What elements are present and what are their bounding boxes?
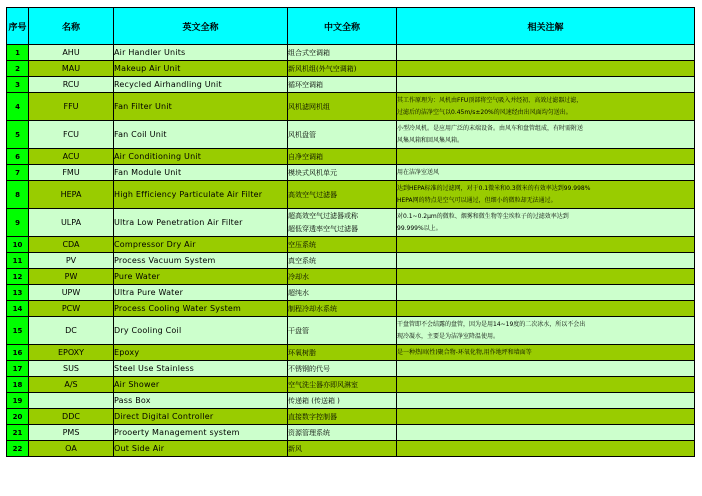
row-number: 6 [7,149,29,165]
row-chinese-name: 高效空气过滤器 [288,181,397,209]
row-chinese-name: 超纯水 [288,285,397,301]
note-line: 其工作原理为：风机由FFU顶部将空气吸入并经初、高效过滤器过滤， [397,96,583,104]
row-number: 8 [7,181,29,209]
table-row [7,165,695,181]
row-english-name: Ultra Low Penetration Air Filter [114,209,288,237]
row-english-name: Direct Digital Controller [114,409,288,425]
row-note [397,425,695,441]
table-row [7,393,695,409]
note-line: 过滤后的洁净空气以0.45m/s±20%的风速经由出风面均匀送出。 [397,108,572,116]
row-chinese-name: 风机滤网机组 [288,93,397,121]
row-note [397,121,695,149]
row-number: 21 [7,425,29,441]
row-english-name: Pure Water [114,269,288,285]
row-chinese-name: 环氧树脂 [288,345,397,361]
row-abbreviation: DDC [29,409,114,425]
row-english-name: Compressor Dry Air [114,237,288,253]
row-english-name: Steel Use Stainless [114,361,288,377]
row-english-name: Out Side Air [114,441,288,457]
row-number: 7 [7,165,29,181]
table-row [7,409,695,425]
header-num: 序号 [7,8,29,45]
row-note [397,409,695,425]
row-english-name: Process Vacuum System [114,253,288,269]
row-english-name: Makeup Air Unit [114,61,288,77]
row-note [397,237,695,253]
table-row [7,377,695,393]
row-note [397,253,695,269]
row-chinese-name: 制程冷却水系统 [288,301,397,317]
row-number: 1 [7,45,29,61]
row-abbreviation: ACU [29,149,114,165]
row-abbreviation: DC [29,317,114,345]
table-row [7,93,695,121]
header-row [7,8,695,45]
row-abbreviation: UPW [29,285,114,301]
row-chinese-name: 风机盘管 [288,121,397,149]
note-line: 风集风箱和回风集风箱。 [397,136,464,144]
row-chinese-name: 不锈钢的代号 [288,361,397,377]
table-row [7,269,695,285]
row-english-name: Fan Filter Unit [114,93,288,121]
row-note [397,149,695,165]
row-note [397,61,695,77]
row-abbreviation: FMU [29,165,114,181]
row-english-name: High Efficiency Particulate Air Filter [114,181,288,209]
row-number: 18 [7,377,29,393]
row-number: 9 [7,209,29,237]
row-abbreviation: MAU [29,61,114,77]
row-english-name: Air Shower [114,377,288,393]
row-abbreviation: PMS [29,425,114,441]
row-english-name: Air Handler Units [114,45,288,61]
row-number: 3 [7,77,29,93]
row-note [397,77,695,93]
header-name: 名称 [29,8,114,45]
row-number: 14 [7,301,29,317]
row-note [397,181,695,209]
note-line: 是一种热固(性)聚合物-环氧化物,用作地坪和墙面等 [397,348,532,356]
row-english-name: Fan Module Unit [114,165,288,181]
row-abbreviation: PW [29,269,114,285]
table-row [7,77,695,93]
row-abbreviation: SUS [29,361,114,377]
table-row [7,61,695,77]
table-row [7,345,695,361]
row-chinese-name: 新风 [288,441,397,457]
row-abbreviation [29,393,114,409]
row-abbreviation: EPOXY [29,345,114,361]
row-english-name: Recycled Airhandling Unit [114,77,288,93]
row-note [397,361,695,377]
row-number: 15 [7,317,29,345]
row-chinese-name: 空压系统 [288,237,397,253]
row-english-name: Air Conditioning Unit [114,149,288,165]
row-note [397,45,695,61]
row-chinese-name: 冷却水 [288,269,397,285]
row-english-name: Epoxy [114,345,288,361]
row-english-name: Dry Cooling Coil [114,317,288,345]
row-number: 12 [7,269,29,285]
row-chinese-name: 循环空调箱 [288,77,397,93]
row-abbreviation: FFU [29,93,114,121]
row-abbreviation: RCU [29,77,114,93]
row-number: 17 [7,361,29,377]
row-abbreviation: AHU [29,45,114,61]
note-line: 99.999%以上。 [397,224,442,232]
row-note [397,441,695,457]
row-number: 10 [7,237,29,253]
row-chinese-name: 传递箱 (传送箱 ) [288,393,397,409]
row-abbreviation: FCU [29,121,114,149]
row-note [397,317,695,345]
row-number: 16 [7,345,29,361]
row-chinese-name: 自净空调箱 [288,149,397,165]
row-english-name: Prooerty Management system [114,425,288,441]
row-number: 2 [7,61,29,77]
row-chinese-name: 超高效空气过滤器或称 超低穿透率空气过滤器 [288,209,397,237]
table-row [7,361,695,377]
note-line: HEPA网的特点是空气可以通过，但细小的微粒却无法通过。 [397,196,557,204]
row-abbreviation: HEPA [29,181,114,209]
row-abbreviation: ULPA [29,209,114,237]
row-number: 4 [7,93,29,121]
row-number: 20 [7,409,29,425]
row-number: 11 [7,253,29,269]
row-note [397,93,695,121]
table-row [7,285,695,301]
row-abbreviation: PV [29,253,114,269]
table-row [7,441,695,457]
row-chinese-name: 组合式空调箱 [288,45,397,61]
note-line: 现冷凝水，主要是为洁净室降温使用。 [397,332,500,340]
note-line: 用在洁净室送风 [397,168,440,176]
table-row [7,425,695,441]
row-english-name: Pass Box [114,393,288,409]
row-note [397,285,695,301]
header-english: 英文全称 [114,8,288,45]
row-number: 13 [7,285,29,301]
header-notes: 相关注解 [397,8,695,45]
row-chinese-name: 模块式风机单元 [288,165,397,181]
table-row [7,237,695,253]
row-chinese-name: 资源管理系统 [288,425,397,441]
row-chinese-name: 空气洗尘器亦即风淋室 [288,377,397,393]
row-abbreviation: A/S [29,377,114,393]
row-number: 5 [7,121,29,149]
row-note [397,269,695,285]
row-note [397,301,695,317]
row-chinese-name: 真空系统 [288,253,397,269]
row-note [397,345,695,361]
row-note [397,165,695,181]
row-number: 19 [7,393,29,409]
table-row [7,121,695,149]
note-line: 对0.1~0.2μm的微粒、烟雾和微生物等尘埃粒子的过滤效率达到 [397,212,569,220]
table-row [7,253,695,269]
row-english-name: Fan Coil Unit [114,121,288,149]
note-line: 小型冷风机。是应用广泛的末端设备。由风车和盘管组成，有时需附送 [397,124,584,132]
table-row [7,149,695,165]
row-chinese-name: 新风机组(外气空调箱) [288,61,397,77]
table-row [7,317,695,345]
row-abbreviation: PCW [29,301,114,317]
table-row [7,301,695,317]
row-note [397,393,695,409]
row-english-name: Ultra Pure Water [114,285,288,301]
glossary-table [6,7,695,457]
note-line: 干盘管即不会结露的盘管，因为是用14~19度的二次冰水，所以不会出 [397,320,586,328]
header-chinese: 中文全称 [288,8,397,45]
row-chinese-name: 干盘管 [288,317,397,345]
row-number: 22 [7,441,29,457]
row-abbreviation: CDA [29,237,114,253]
table-row [7,209,695,237]
note-line: 达到HEPA标准的过滤网，对于0.1微米和0.3微米的有效率达到99.998% [397,184,591,192]
row-chinese-name: 直接数字控制器 [288,409,397,425]
row-abbreviation: OA [29,441,114,457]
row-english-name: Process Cooling Water System [114,301,288,317]
row-note [397,209,695,237]
row-note [397,377,695,393]
table-row [7,45,695,61]
table-row [7,181,695,209]
